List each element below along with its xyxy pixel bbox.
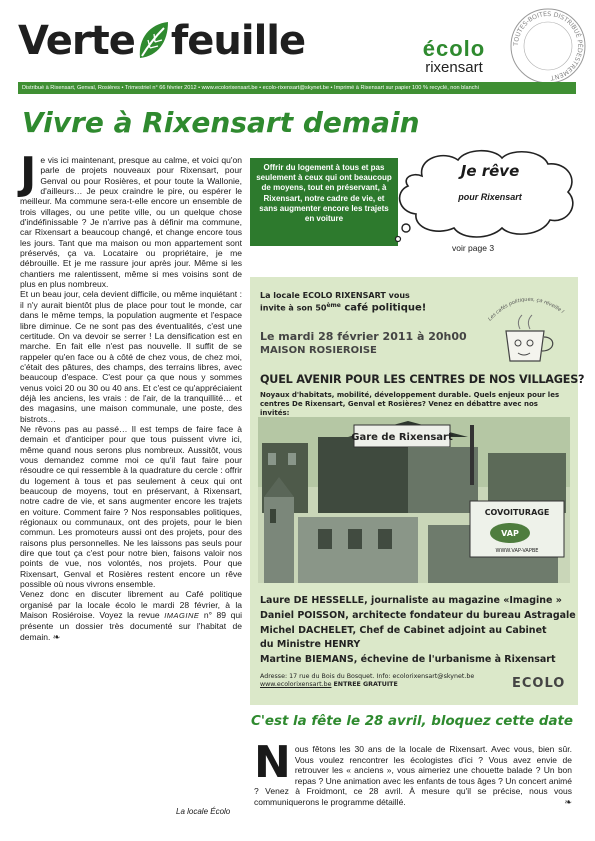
see-page-link[interactable]: voir page 3 [452, 243, 495, 253]
event-paragraph: ous fêtons les 30 ans de la locale de Rixensart. Avec vous, bien sûr. Vous voulez rencontrer les écologistes d'ici ? Vous avez envie de retrouver les « anciens », vous aimeriez une chouette balade ? Un bon repas ? Une animation avec les enfants de tous âges ? Un concert animé ? Venez à Froidmont, ce 28 avril. À mesure qu'il se précise, nous vous communiquerons le programme détaillé. [254, 744, 572, 807]
speaker-1-name: Laure DE HESSELLE [260, 595, 365, 606]
dream-title: Je rêve [460, 162, 520, 180]
article-dropcap: J [20, 148, 37, 199]
photo-vap-url: WWW.VAP-VAPBE [495, 548, 539, 554]
title-part-2: feuille [170, 18, 306, 64]
speaker-1-role: , journaliste au magazine «Imagine » [364, 595, 562, 606]
svg-text:Les cafés politiques, ça révei [482, 291, 565, 322]
pull-quote: Offrir du logement à tous et pas seulement à ceux qui ont beaucoup de moyens, tout en préservant, à Rixensart, notre cadre de vie, et sans augmenter encore les trajets en voiture [250, 158, 398, 246]
ecolo-logo [408, 36, 500, 76]
speaker-4-role: , échevine de l'urbanisme à Rixensart [353, 654, 556, 665]
poster-date: Le mardi 28 février 2011 à 20h00 [260, 330, 467, 343]
event-text [254, 737, 572, 808]
event-dropcap: N [254, 737, 291, 788]
poster-subtitle: Noyaux d'habitats, mobilité, développement durable. Quels enjeux pour les centres De Rixensart, Genval et Rosières? Venez en débattre avec nos invités: [260, 391, 560, 417]
speaker-3 [260, 625, 547, 636]
poster-entry: ENTREE GRATUITE [333, 681, 398, 688]
speaker-2-name: Daniel POISSON [260, 610, 346, 621]
distribution-stamp [508, 6, 588, 86]
speaker-1 [260, 595, 562, 606]
poster-invite [260, 291, 430, 314]
poster-invite-sup: ème [326, 302, 341, 309]
photo-covoiturage-sign: COVOITURAGE [484, 508, 550, 517]
article-paragraph-2: Et un beau jour, cela devient difficile, ou même inquiétant : il n'y aurait bientôt plus de place pour tout le monde, car dans le même temps, la population augmente et l'espace libre diminue. Ce ne sont pas des éventualités, c'est une certitude. On va devoir se serrer ! La densification est en marche. En fait elle n'est pas nouvelle. Il suffit de se rappeler qu'en face ou à côté de chez vous, de chez moi, c'était des pâtures, des champs, des terrains libres, avec beaucoup d'espace. C'est pour ça que nous y sommes venus voici 20 ou 30 ou 40 ans. Et c'est ce qu'appréciaient déjà les anciens, les vrais : de l'air, de la tranquillité… et des magasins, une maison communale, une poste, des bistrots… [20, 289, 242, 424]
speaker-2 [260, 610, 576, 621]
article-p4-text-end: n° 89 qui présente un dossier très documenté sur l'habitat de demain. [20, 610, 242, 642]
speaker-3-cont [260, 639, 360, 650]
photo-station-sign: Gare de Rixensart [351, 432, 453, 443]
leaf-icon [136, 20, 170, 60]
article-paragraph-4 [20, 589, 242, 642]
poster-invite-cafe: café politique! [340, 302, 427, 314]
speaker-4 [260, 654, 556, 665]
dream-subtitle: pour Rixensart [458, 192, 522, 202]
poster-address [260, 673, 510, 689]
poster-invite-text: La locale ECOLO RIXENSART vous invite à son 50 [260, 291, 410, 313]
title-part-1: Verte [18, 18, 135, 64]
village-photo [258, 417, 570, 583]
fleuron-icon: ❧ [564, 796, 572, 807]
info-bar: Distribué à Rixensart, Genval, Rosières • Trimestriel n° 66 février 2012 • www.ecolorixensart.be • ecolo-rixensart@skynet.be • Imprimé à Rixensart sur papier 100 % recyclé, non blanchi [18, 82, 576, 94]
main-article [20, 148, 242, 642]
coffee-cup-icon [482, 291, 566, 367]
poster-website-link[interactable]: www.ecolorixensart.be [260, 681, 332, 688]
fleuron-icon: ❧ [52, 631, 61, 642]
photo-vap-logo: VAP [501, 529, 519, 538]
page-headline: Vivre à Rixensart demain [22, 106, 420, 139]
speaker-3-name: Michel DACHELET [260, 625, 353, 636]
magazine-name: IMAGINE [164, 611, 200, 621]
logo-line-1: écolo [422, 36, 486, 61]
event-heading: C'est la fête le 28 avril, bloquez cette date [251, 714, 574, 729]
speaker-2-role: , architecte fondateur du bureau Astragale [345, 610, 576, 621]
poster-ecolo-logo: ECOLO [512, 676, 566, 691]
article-paragraph-3: Ne rêvons pas au passé… Il est temps de faire face à demain et d'anticiper pour que tous puissent vivre ici, même quand nous serons plus nombreux. Aussitôt, vous vous demandez comme moi ce qu'il faut faire pour résoudre ce qui ressemble à la quadrature du cercle : offrir du logement à tous et pas seulement à ceux qui ont beaucoup de moyens, tout en préservant, à Rixensart, notre cadre de vie, et sans augmenter encore les trajets en voiture. Comment faire ? Nos responsables politiques, régionaux ou communaux, ont des projets, pour le bien commun. Les promoteurs aussi ont des projets, pour des raisons plus personnelles. Ne les laissons pas seuls pour dire que tout ça c'est pour notre bien, faisons valoir nos points de vue, nos volontés, nos projets. Pour que Rixensart, Genval et Rosières restent encore un rêve possible où nous vivrons ensemble. [20, 423, 242, 590]
article-p4-text: Venez donc en discuter librement au Café politique organisé par la locale écolo le mardi 28 février, à la Maison Rosiéroise. Voyez la revue [20, 589, 242, 621]
speaker-3-role-cont: du Ministre HENRY [260, 639, 361, 650]
poster-question: QUEL AVENIR POUR LES CENTRES DE NOS VILLAGES? [260, 373, 585, 386]
logo-line-2: rixensart [425, 59, 483, 76]
stamp-text: TOUTES-BOITES DISTRIBUÉ PÉDESTREMENT [512, 10, 584, 81]
poster-address-text: Adresse: 17 rue du Bois du Bosquet. Info: ecolorixensart@skynet.be [260, 673, 475, 680]
poster-place: MAISON ROSIEROISE [260, 345, 377, 356]
article-paragraph-1: e vis ici maintenant, presque au calme, et voici qu'on parle de projets nouveaux pour Rixensart, pour Genval ou pour Rosières, et pour toute la Wallonie, d'ailleurs… Je peux craindre le pire, ou espérer le meilleur. Ma commune sera-t-elle encore un ensemble de trois villages, ou une petite ville, ou un quelque chose d'indéfinissable ? Je n'arrive pas à définir ma commune, car Rixensart a beaucoup changé, et change encore tous les jours. Tant que ma maison ou mon appartement sont préservés, ça va. Locataire ou propriétaire, je me débrouille. Et je me rassure jour après jour. Même si les chantiers me ralentissent, même si mes voisins sont de plus en plus nombreux. [20, 155, 242, 290]
masthead-title [18, 18, 305, 64]
article-signature: La locale Écolo [176, 807, 231, 816]
speaker-4-name: Martine BIEMANS [260, 654, 354, 665]
cafe-politique-poster [250, 277, 585, 705]
cup-slogan: Les cafés politiques, ça réveille l [487, 296, 565, 323]
speaker-3-role: , Chef de Cabinet adjoint au Cabinet [352, 625, 547, 636]
